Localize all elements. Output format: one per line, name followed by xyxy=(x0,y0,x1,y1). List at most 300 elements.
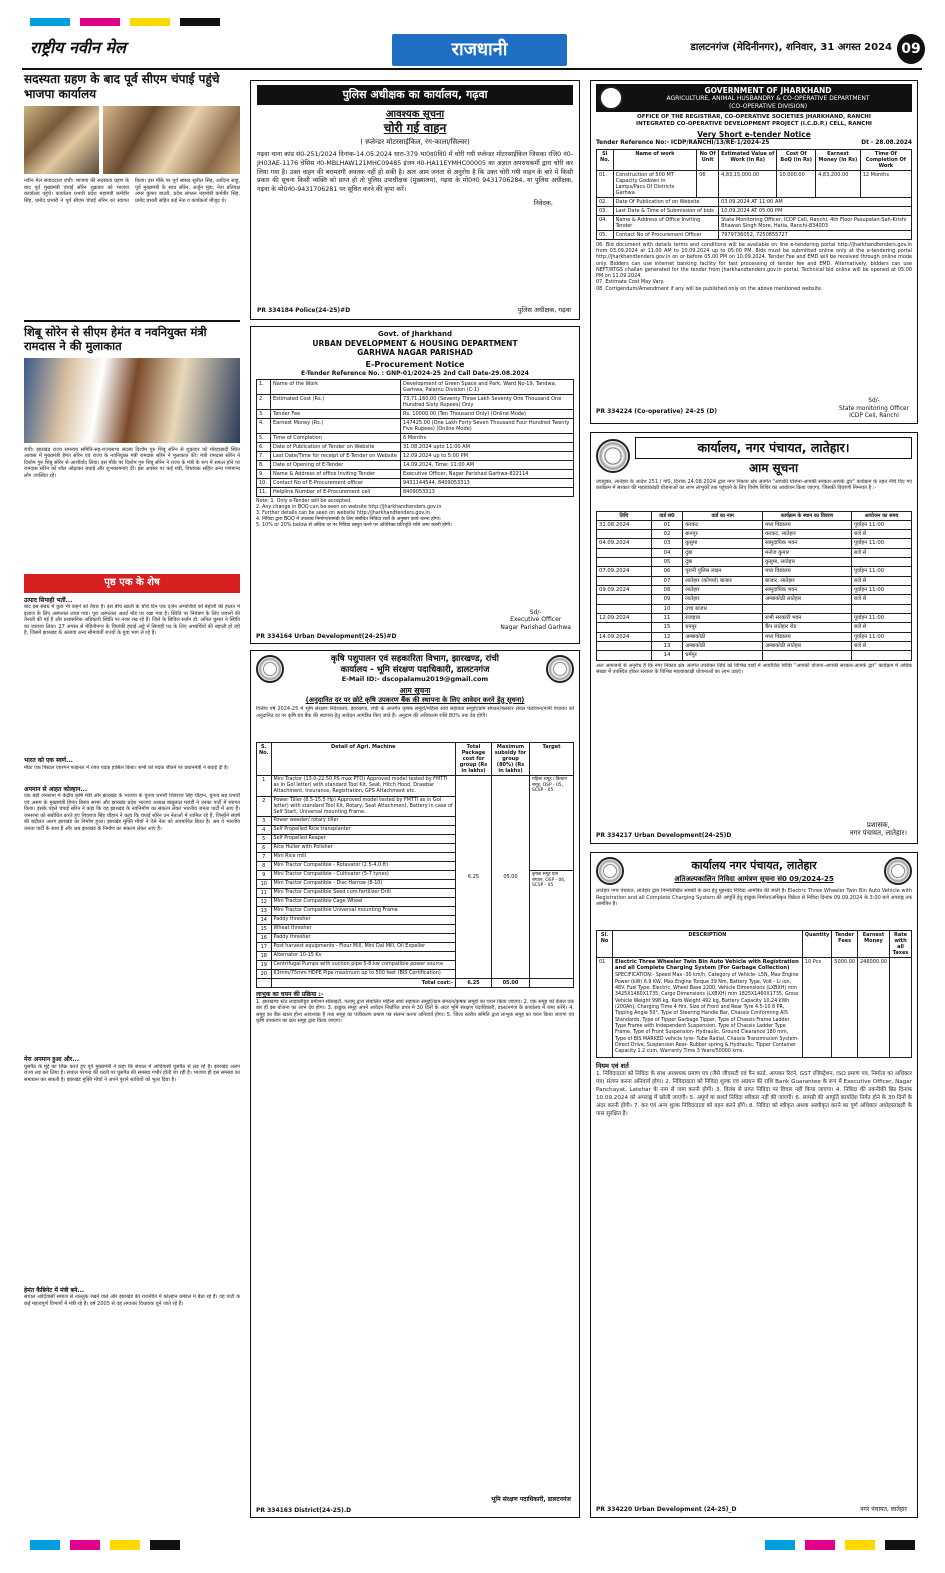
coop-row-value: State Monitoring Officer, ICDP Cell, Ranchi, 4th Floor Pasupalan-Sah-Krishi Bhawan Singh More, Hatia, Ranchi-834003 xyxy=(719,215,912,230)
udhd-note: 2. Any change in BOQ can be seen on website http://jharkhandtenders.gov.in xyxy=(256,504,442,510)
nagar-cell: पूर्वाहन 11:00 xyxy=(852,614,912,623)
krishi-item: Mini Tractor (13.0-22.50 PS max PTO) Approved model tested by FMTTI as in GoI letter) with standard Tool Kit, Seat, Hitch Hood, Drawbar Attachment, Insurance, Registration, GPS Attachment etc. xyxy=(271,776,455,797)
nagar-row xyxy=(597,623,912,632)
krishi-left-seal xyxy=(256,655,284,683)
udhd-note: 3. Further details can be seen on website http://jharkhandtenders.gov.in xyxy=(256,510,430,516)
ad-tender-notice xyxy=(590,852,918,1518)
story2-headline: शिबू सोरेन से सीएम हेमंत व नवनियुक्त मंत्री रामदास ने की मुलाकात xyxy=(24,325,207,354)
udhd-row-no: 11. xyxy=(257,488,271,497)
coop-work-cell: 4,83,200.00 xyxy=(816,170,861,197)
story2-body: रांची। झारखंड राज्य समन्वय समिति-सह-राज्यसभा सदस्य दिशोम गुरु शिबू सोरेन से शुक्रवार को मोरहाबादी स्थित आवास में मुख्यमंत्री हेमंत सोरेन एवं राज्य के नवनियुक्त मंत्री रामदास सोरेन ने मुलाकात की। मंत्री रामदास सोरेन ने दिशोम गुरु शिबू सोरेन से आशीर्वाद लिया। इस मौके पर दिशोम गुरु शिबू सोरेन ने राज्य के मंत्री के रूप में सफल होने पर रामदास सोरेन को शॉल ओढ़ाकर बधाई और शुभकामनाएं दीं। इस अवसर पर कई मंत्री, विधायक सहित अन्य गणमान्य लोग उपस्थित रहे। xyxy=(24,446,240,479)
nagar-cell: बजे से xyxy=(852,529,912,538)
nagar-row xyxy=(597,558,912,567)
tender-rate xyxy=(890,958,912,1058)
nagar-cell: 07 xyxy=(651,576,683,585)
tender-emd: 246000.00 xyxy=(857,958,889,1058)
coop-work-cell: 10,000.00 xyxy=(777,170,816,197)
nagar-row xyxy=(597,548,912,557)
nagar-cell: पूर्वाहन 11:00 xyxy=(852,632,912,641)
nagar-row xyxy=(597,604,912,613)
nagar-cell: सभी सरकारी भवन xyxy=(763,614,852,623)
udhd-row xyxy=(257,380,574,395)
nagar-header-cell: कार्यक्रम के स्थान का विवरण xyxy=(763,511,852,520)
udhd-signer-title: Executive Officer xyxy=(510,616,562,623)
nagar-cell: कैंप लातेहार रोड xyxy=(763,623,852,632)
story2-photo xyxy=(24,358,240,443)
coop-work-cell: 06 xyxy=(697,170,719,197)
tender-header-cell: Earnest Money xyxy=(857,931,889,958)
coop-dept: AGRICULTURE, ANIMAL HUSBANDRY & CO-OPERATIVE DEPARTMENT xyxy=(666,95,870,103)
coop-signer-office: ICDP Cell, Ranchi xyxy=(849,412,899,419)
udhd-row-label: Date of Opening of E-Tender xyxy=(271,461,401,470)
nagar-cell xyxy=(597,548,652,557)
nagar-cell: कुसुमा, लातेहार xyxy=(763,558,852,567)
krishi-dept: कृषि पशुपालन एवं सहकारिता विभाग, झारखण्ड, रांची xyxy=(331,654,499,664)
krishi-intro: वित्तीय वर्ष 2024-25 में भूमि संरक्षण निदेशालय, झारखण्ड, रांची के अन्तर्गत कृषक समूहों/महिला स्वयं सहायता समूहों/ग्राम संगठन/क्लस्टर लेवल फेडरेशन/पानी पंचायत को अनुदानित दर पर कृषि यंत्र बैंक की स्थापना हेतु आवेदन आमंत्रित किए जाते हैं। अनुदान की अधिकतम राशि 80% तक देय होगी। xyxy=(256,706,574,719)
udhd-row-no: 6. xyxy=(257,443,271,452)
krishi-item: Mini Tractor Compatible - Disc Harrow (8-10) xyxy=(271,880,455,889)
nagar-row xyxy=(597,642,912,651)
udhd-ref: E-Tender Reference No. : GNP-01/2024-25 2nd Call Date-29.08.2024 xyxy=(301,369,529,377)
nagar-cell: 12 xyxy=(651,632,683,641)
nagar-cell: पुरानी पुलिस लाइन xyxy=(683,567,763,576)
krishi-subsidy: 05.00 xyxy=(492,776,530,979)
tender-header-cell: Quantity xyxy=(802,931,832,958)
coop-row xyxy=(597,197,912,206)
continued-body2: मीठा एक पिस्टल एयरगन फाइनल में रजत पदक हासिल किया। सभी को पदक जीतने पर प्रधानमंत्री ने बधाई दी है। xyxy=(24,764,229,771)
coop-office: OFFICE OF THE REGISTRAR, CO-OPERATIVE SOCIETIES JHARKHAND, RANCHI xyxy=(637,114,871,121)
krishi-row-no: 19 xyxy=(257,961,272,970)
story1-photo-wide xyxy=(103,106,240,174)
udhd-row-value: Rs. 10000.00 (Ten Thousand Only) (Online Mode) xyxy=(401,410,574,419)
nagar-cell: 10 xyxy=(651,604,683,613)
nagar-body: उपायुक्त, लातेहार के आदेश 251 / गो0, दिनांक 24.08.2024 द्वारा नगर निकाय क्षेत्र अंतर्गत "आपकी योजना-आपकी सरकार-आपके द्वार" कार्यक्रम के तहत नीचे दिए गए कार्यक्रम में सरकार की महत्वाकांक्षी योजनाओं का लाभ लाभुकों तक पहुंचाने के लिए विशेष शिविर का आयोजन किया जाएगा, जिसकी विवरणी निम्नवत है :- xyxy=(596,478,912,492)
nagar-cell: 14.09.2024 xyxy=(597,632,652,641)
coop-row-no: 05. xyxy=(597,230,614,239)
tender-header-cell: Sl. No xyxy=(597,931,613,958)
tender-table xyxy=(596,930,912,1058)
udhd-row xyxy=(257,443,574,452)
udhd-pr: PR 334164 Urban Development(24-25)#D xyxy=(256,632,397,640)
tender-terms: 1. निविदादाता को निविदा के साथ आवश्यक प्रमाण पत्र (जैसे जीएसटी एवं पैन कार्ड, आयकर रिटर्न, GST रजिस्ट्रेशन, ISO प्रमाण पत्र, निर्माता का अधिकार पत्र) संलग्न करना अनिवार्य होगा। 2. निविदादाता को निविदा शुल्क एवं अग्रधन की राशि Bank Guarantee के रूप में Executive Officer, Nagar Panchayat, Latehar के नाम से जमा करनी होगी। 3. विलंब से प्राप्त निविदा पर विचार नहीं किया जाएगा। 4. निविदा की तकनीकी बिड दिनांक 10.09.2024 को अपराह्न में खोली जाएगी। 5. अपूर्ण या सशर्त निविदा स्वीकार नहीं की जाएगी। 6. सामग्री की आपूर्ति कार्यादेश निर्गत होने के 30 दिनों के अंदर करनी होगी। 7. कर एवं अन्य शुल्क निविदादाता को वहन करने होंगे। 8. निविदा को स्वीकृत अथवा अस्वीकृत करने का पूर्ण अधिकार अधोहस्ताक्षरी के पास सुरक्षित है। xyxy=(596,1070,912,1118)
udhd-row-value: 9431144544, 8409053313 xyxy=(401,479,574,488)
krishi-item: Post harvest equipments - Flour Mill, Mini Dal Mill, Oil Expeller xyxy=(271,943,455,952)
krishi-row-no: 8 xyxy=(257,862,272,871)
udhd-row xyxy=(257,461,574,470)
krishi-total-blank xyxy=(257,979,272,988)
krishi-item: 63mm/75mm HDPE Pipe maximum up to 500 feet (BIS Certification) xyxy=(271,970,455,979)
krishi-item: Self Propelled Reaper xyxy=(271,835,455,844)
udhd-signer-sd: Sd/- xyxy=(529,608,542,616)
continued-body5: संथाल आदिवासी समाज से ताल्लुक रखने वाले और झारखंड की राजनीति में कोल्हान प्रमंडल में बैठा रहे हैं। वह पार्टी के कई महत्वपूर्ण विभागों में मंत्री रहे हैं। वर्ष 2005 से वह लगातार विधायक चुने जाते रहे हैं। xyxy=(24,1294,240,1307)
coop-header-cell: Earnest Money (in Rs) xyxy=(816,149,861,170)
continued-sub1: उत्पाद सिपाही भर्ती... xyxy=(24,596,73,604)
udhd-row-label: Time of Completion xyxy=(271,434,401,443)
udhd-row-label: Contact No of E-Procurement officer xyxy=(271,479,401,488)
tender-terms-title: नियम एवं शर्त xyxy=(596,1061,629,1070)
coop-row xyxy=(597,215,912,230)
coop-work-cell: 12 Months xyxy=(860,170,911,197)
nagar-cell: 04.09.2024 xyxy=(597,539,652,548)
udhd-row xyxy=(257,434,574,443)
udhd-office: GARHWA NAGAR PARISHAD xyxy=(357,348,473,358)
krishi-row-no: 5 xyxy=(257,835,272,844)
coop-row-no: 03. xyxy=(597,206,614,215)
coop-row-value: 03.09.2024 AT 11:00 AM xyxy=(719,197,912,206)
nagar-row xyxy=(597,529,912,538)
coop-row xyxy=(597,206,912,215)
coop-row xyxy=(597,230,912,239)
coop-seal xyxy=(599,86,623,110)
story-shibu xyxy=(24,320,240,560)
nagar-cell xyxy=(597,558,652,567)
nagar-cell: अम्बाकोठी लातेहार xyxy=(763,642,852,651)
krishi-total-label: Total cost:- xyxy=(271,979,455,988)
coop-row-label: Date Of Publication of on Website xyxy=(613,197,718,206)
nagar-cell: मनोज कुमार xyxy=(763,548,852,557)
nagar-row xyxy=(597,520,912,529)
krishi-package-cost: 6.25 xyxy=(456,776,492,979)
tender-row xyxy=(597,958,912,1058)
udhd-note: 4. निविदा द्वारा BOQ में उपलब्ध निर्माण/सामग्री के लिए संबंधित निविदा शर्तों के अनुसार कार्य करना होगा। xyxy=(256,516,441,522)
coop-row-value: 7979736052, 7250855727 xyxy=(719,230,912,239)
udhd-row-value: Development of Green Space and Park, Ward No-19, Tandwa, Garhwa, Palamu Division (C-1) xyxy=(401,380,574,395)
coop-title: Very Short e-tender Notice xyxy=(697,130,811,140)
nagar-cell xyxy=(597,576,652,585)
nagar-cell: मध्य विद्यालय xyxy=(763,567,852,576)
krishi-header-cell: Total Package cost for group (Rs in lakhs) xyxy=(456,743,492,776)
udhd-row-value: 8409053313 xyxy=(401,488,574,497)
nagar-title: आम सूचना xyxy=(748,460,799,475)
coop-row-label: Last Date & Time of Submission of bids xyxy=(613,206,718,215)
coop-govt: GOVERNMENT OF JHARKHAND xyxy=(704,86,832,95)
krishi-row-no: 10 xyxy=(257,880,272,889)
nagar-cell xyxy=(763,604,852,613)
udhd-row-label: Date of Publication of Tender on Website xyxy=(271,443,401,452)
story1-headline: सदस्यता ग्रहण के बाद पूर्व सीएम चंपाई पहुंचे भाजपा कार्यालय xyxy=(24,72,220,101)
coop-division: (CO-OPERATIVE DIVISION) xyxy=(728,102,808,110)
nagar-cell: कुसुमा xyxy=(683,539,763,548)
nagar-cell: दुंबा xyxy=(683,558,763,567)
continued-body1: बाद इस संबंध में कुछ भी कहने को तैयार हैं। इस बीच खाली के चौथे दिन एक दर्जन अभ्यर्थियों को बेहोशी की हालत में इलाज के लिए अस्पताल लाया गया। पूरा अस्पताल अलर्ट मोड पर रखा गया है। स्थिति पर नियंत्रण के लिए जवानों की तैनाती की गई है और प्रशासनिक अधिकारी स्थिति पर नजर रख रहे हैं। जिले के सिविल सर्जन डॉ. अनिल कुमार ने स्थिति का जायजा लिया। 27 अगस्त से मेडिनीनगर के चियांकी हवाई अड्डे में सिपाही पद के लिए अभ्यर्थियों की बहाली हो रही है, जिसमें झारखंड के अलावा अन्य सीमावर्ती राज्यों के युवा भाग ले रहे हैं। xyxy=(24,604,240,636)
krishi-row-no: 6 xyxy=(257,844,272,853)
krishi-row-no: 15 xyxy=(257,925,272,934)
continued-sub3: अपमान से आहत कोल्हान... xyxy=(24,785,88,793)
nagar-cell: 04 xyxy=(651,548,683,557)
nagar-pr: PR 334217 Urban Development(24-25)D xyxy=(596,831,732,839)
police-subtitle: चोरी गई वाहन xyxy=(383,121,447,136)
krishi-total-subsidy: 05.00 xyxy=(492,979,530,988)
nagar-cell xyxy=(852,651,912,660)
udhd-row-label: Helpline Number of E-Procurement cell xyxy=(271,488,401,497)
krishi-item: Power Tiller (8.5-15.5 Hp) Approved model tested by FMTTI as in GoI letter) with standard Tool Kit, Rotary, Seat Attachment, Battery in case of Self Start, Universal mounting Frame. xyxy=(271,796,455,817)
nagar-row xyxy=(597,595,912,604)
nagar-row xyxy=(597,586,912,595)
krishi-item: Mini Tractor Compatible Universal mounting Frame xyxy=(271,907,455,916)
nagar-cell: उच्च बाजार xyxy=(683,604,763,613)
udhd-row xyxy=(257,419,574,434)
nagar-signer xyxy=(850,821,907,839)
krishi-header-cell: Maximum subsidy for group (80%) (Rs in lakhs) xyxy=(492,743,530,776)
coop-pr: PR 334224 (Co-operative) 24-25 (D) xyxy=(596,407,717,415)
tender-item-title: Electric Three Wheeler Twin Bin Auto Vehicle with Registration and all Complete Charging System (For Garbage Collection) xyxy=(615,959,799,972)
krishi-email: E-Mail ID:- dscopalamu2019@gmail.com xyxy=(341,675,489,684)
krishi-row-no: 20 xyxy=(257,970,272,979)
continued-section xyxy=(24,574,240,1519)
coop-work-cell: 4,83,15,000.00 xyxy=(719,170,777,197)
story1-body: नवीन मेल संवाददाता रांची। भाजपा की सदस्यता ग्रहण के बाद पूर्व मुख्यमंत्री चंपाई सोरेन शुक्रवार को भाजपा कार्यालय पहुंचे। कार्यालय प्रभारी प्रदेश महामंत्री कर्मवीर सिंह, प्रमोद प्रभारी ने पूर्व सीएम चंपाई सोरेन का स्वागत किया। इस मौके पर पूर्व सांसद सुनील सिंह, आदित्य साहू, पूर्व मुख्यमंत्री के साथ सोरेन, अर्जुन मुंडा, नेता प्रतिपक्ष अमर कुमार बाउरी, प्रदेश संगठन महामंत्री कर्मवीर सिंह, प्रमोद प्रभारी सहित कई नेता व कार्यकर्ता मौजूद थे। xyxy=(24,178,240,204)
krishi-row xyxy=(257,776,574,797)
coop-row-label: Contact No of Procurement Officer xyxy=(613,230,718,239)
police-office: पुलिस अधीक्षक का कार्यालय, गढ़वा xyxy=(257,85,573,105)
tender-signer: नगर पंचायत, लातेहार xyxy=(860,1505,907,1513)
tender-fee: 5000.00 xyxy=(832,958,858,1058)
bottom-registration-strip xyxy=(30,1540,915,1550)
nagar-cell: सामुदायिक भवन xyxy=(763,586,852,595)
krishi-total-row xyxy=(257,979,574,988)
nagar-cell: बजे से xyxy=(852,623,912,632)
nagar-header-cell: वार्ड का नाम xyxy=(683,511,763,520)
coop-work-row xyxy=(597,170,912,197)
udhd-row-label: Name of the Work xyxy=(271,380,401,395)
coop-note: 07. Estimate Cost May Vary. xyxy=(596,279,665,286)
nagar-cell: दुंबा xyxy=(683,548,763,557)
udhd-row-value: Executive Officer, Nagar Parishad Garhwa-822114 xyxy=(401,470,574,479)
tender-item-spec: SPECIFICATION:- Speed Max -30 km/h, Category of Vehicle- L5N, Max Engine Power (kW) 6.9 KW, Max Engine Torque 39 Nm, Battery Type, Volt - Li ion, 48V. Fuel Type: Electric, Wheel Base 2200, Vehicle Dimensions (LXBXH) mm 3425X1460X1735, Cargo Dimensions (LXBXH) mm 1825X1460X1735, Gross Vehicle Weight 998 kg, Kerb Weight 492 kg, Battery Capacity 10.24 kWh (200Ah), Charging Time 4 Hrs, Size of Front and Rear Tyre 4.5-10 8 PR, Tipping Angle 50°, Type of Steering Handle Bar, Chassis Conforming AIS Standards, Type of Tipper Garbage Tipper, Type of Chassis Frame Ladder Type Frame with Independent Suspension, Type of Chassis Ladder Type Frame, Type of Front Suspension- Hydraulic, Ground Clearance 180 mm, Type of BIS MARKED vehicle tyre- Tube Radial, Chassis Transmission System- Direct Drive, Suspension Rear- Rubber spring & Hydraulic, Tipper Container Capacity 1.2 cum, Warranty Time 3 Years/50000 kms. xyxy=(615,973,799,1055)
krishi-row-no: 1 xyxy=(257,776,272,797)
udhd-row-value: 147425.00 (One Lakh Forty Seven Thousand Four Hundred Twenty Five Rupees) (Online Mode) xyxy=(401,419,574,434)
coop-note: 08. Corrigendum/Amendment if any will be published only on the above mentioned website. xyxy=(596,285,823,292)
tender-office: कार्यालय नगर पंचायत, लातेहार xyxy=(691,858,817,872)
krishi-terms-title: लाभुक का चयन की प्रक्रिया :- xyxy=(256,991,324,999)
nagar-cell xyxy=(597,595,652,604)
police-body: गढ़वा थाना कांड सं0-251/2024 दिनांक-14.05.2024 धारा-379 भा0द0वि0 में चोरी गयी स्प्लेन्डर मोटरसाईकिल जिसका रजि0 नं0- JH03AE-1176 चेसिस नं0-MBLHAW121MHC09485 इंजन नं0-HA11EYMHC00005 का अज्ञात अपराधकर्मी द्वारा चोरी कर लिया गया है। उक्त वाहन की बरामदगी अवतक नहीं हो सकी है। अतः आम जनता से अनुरोध है कि उक्त चोरी गयी वाहन के बारे में किसी प्रकार की सूचना किसी व्यक्ति को प्राप्त हो तो पुलिस उपाधीक्षक (मुख्यालय), गढ़वा के मो0नं0 9431706284, या पुलिस अधीक्षक, गढ़वा के मो0नं0-9431706281 पर सूचित करने की कृपा करें। xyxy=(257,151,573,194)
masthead xyxy=(22,30,922,70)
nagar-cell: बानपुर xyxy=(683,529,763,538)
udhd-notes xyxy=(256,499,574,529)
udhd-row xyxy=(257,395,574,410)
tender-qty: 10 Pcs xyxy=(802,958,832,1058)
nagar-cell: 13 xyxy=(651,642,683,651)
krishi-header-cell: S. No. xyxy=(257,743,272,776)
coop-header-cell: Cost Of BoQ (in Rs) xyxy=(777,149,816,170)
udhd-row-no: 9. xyxy=(257,470,271,479)
udhd-note: 5. 10% or 20% below से अधिक दर पर निविदा प्रस्तुत करने पर अतिरिक्त प्रतिभूति राशि जमा करनी होगी। xyxy=(256,522,452,528)
krishi-item: Mini Tractor Compatible Seed cum fertilizer Drill xyxy=(271,889,455,898)
nagar-office: कार्यालय, नगर पंचायत, लातेहार। xyxy=(635,437,912,459)
krishi-header-cell: Target xyxy=(530,743,574,776)
nagar-cell: 07.09.2024 xyxy=(597,567,652,576)
coop-ref: Tender Reference No:- ICDP/RANCHI/13/RE-1/2024-25 xyxy=(596,139,770,146)
tender-pr: PR 334220 Urban Development (24-25)_D xyxy=(596,1505,737,1513)
nagar-header-cell: वार्ड सं0 xyxy=(651,511,683,520)
krishi-row-no: 18 xyxy=(257,952,272,961)
nagar-cell: करकट xyxy=(683,520,763,529)
udhd-row-label: Earnest Money (Rs.) xyxy=(271,419,401,434)
nagar-cell: बजे से xyxy=(852,642,912,651)
continued-sub5: हेमंत कैबिनेट में मंत्री बने... xyxy=(24,1286,85,1294)
nagar-cell: 03 xyxy=(651,539,683,548)
continued-sub4: मेरा अपमान हुआ और... xyxy=(24,1056,80,1063)
ad-cooperative-tender xyxy=(590,80,918,424)
krishi-row-no: 11 xyxy=(257,889,272,898)
krishi-total-cost: 6.25 xyxy=(456,979,492,988)
nagar-cell: मध्य विद्यालय xyxy=(763,520,852,529)
udhd-row-label: Tender Fee xyxy=(271,410,401,419)
police-vehicle: ( स्प्लेन्डर मोटरसाईकिल, रंग-काला/सिल्वर) xyxy=(360,138,470,147)
krishi-item: Self Propelled Rice transplanter xyxy=(271,826,455,835)
coop-header-cell: Sl No. xyxy=(597,149,614,170)
story-chinpai xyxy=(24,72,240,312)
krishi-table xyxy=(256,742,574,988)
udhd-table xyxy=(256,379,574,497)
nagar-cell: बजे से xyxy=(852,576,912,585)
nagar-cell xyxy=(597,529,652,538)
nagar-cell: अम्बाकोठी xyxy=(683,642,763,651)
nagar-signer-title: प्रशासक, xyxy=(866,820,890,829)
nagar-cell: लातेहार (कोपर्या) बाजार xyxy=(683,576,763,585)
krishi-row-no: 7 xyxy=(257,853,272,862)
coop-header-cell: Time Of Completion Of Work xyxy=(860,149,911,170)
udhd-row-no: 7. xyxy=(257,452,271,461)
krishi-item: Wheat thresher xyxy=(271,925,455,934)
nagar-cell: सामुदायिक भवन xyxy=(763,539,852,548)
udhd-row xyxy=(257,488,574,497)
krishi-item: Rice Huller with Polisher xyxy=(271,844,455,853)
nagar-cell xyxy=(597,642,652,651)
continued-banner: पृष्ठ एक के शेष xyxy=(24,574,240,593)
nagar-cell: अम्बाकोठी लातेहार xyxy=(763,595,852,604)
udhd-row-label: Last Date/Time for receipt of E-Tender on Website xyxy=(271,452,401,461)
udhd-row xyxy=(257,479,574,488)
krishi-row-no: 4 xyxy=(257,826,272,835)
udhd-signer-office: Nagar Parishad Garhwa xyxy=(500,623,571,631)
krishi-row-no: 16 xyxy=(257,934,272,943)
coop-row-value: 10.09.2024 AT 05:00 PM xyxy=(719,206,912,215)
story1-photo xyxy=(24,106,99,174)
udhd-row-value: 6 Months xyxy=(401,434,574,443)
nagar-cell: 09.09.2024 xyxy=(597,586,652,595)
udhd-row-label: Estimated Cost (Rs.) xyxy=(271,395,401,410)
krishi-item: Alternator 10-15 Kv xyxy=(271,952,455,961)
krishi-subtitle: (अनुदानित दर पर छोटे कृषि उपकरण बैंक की स्थापना के लिए आवेदन करने हेतु सूचना) xyxy=(305,695,525,704)
udhd-row-no: 5. xyxy=(257,434,271,443)
udhd-row-no: 8. xyxy=(257,461,271,470)
police-title: आवश्यक सूचना xyxy=(385,108,445,120)
nagar-header-cell: तिथि xyxy=(597,511,652,520)
nagar-cell xyxy=(597,623,652,632)
continued-body3: एक बड़ी जनसभा में केंद्रीय कृषि मंत्री और झारखंड के भाजपा के चुनाव प्रभारी शिवराज सिंह चौहान, चुनाव सह प्रभारी एवं असम के मुख्यमंत्री हिमंत बिस्वा सरमा और झारखंड प्रदेश भाजपा अध्यक्ष बाबूलाल मरांडी ने उनका पार्टी में स्वागत किया। इसके पहले चंपाई सोरेन ने कहा कि वह झारखंड के नवनिर्माण का संकल्प लेकर भारतीय जनता पार्टी में आए हैं। जनसभा को संबोधित करते हुए शिवराज सिंह चौहान ने कहा कि चंपाई सोरेन उन नेताओं में शामिल रहे हैं, जिन्होंने संघर्ष की बदौलत अलग झारखंड का निर्माण हुआ। झारखंड मुक्ति मोर्चा ने ऐसे नेता को अपमानित किया है। अब वे भारतीय जनता पार्टी के साथ हैं और अब झारखंड के निर्माण का संकल्प लेकर आए हैं। xyxy=(24,793,240,832)
udhd-row xyxy=(257,452,574,461)
udhd-row-no: 3. xyxy=(257,410,271,419)
udhd-signer xyxy=(500,609,571,632)
section-label: राजधानी xyxy=(392,34,567,66)
krishi-row-no: 3 xyxy=(257,817,272,826)
nagar-cell: लातेहार xyxy=(683,595,763,604)
police-signoff: निवेदक, xyxy=(533,199,553,208)
nagar-cell: लातेहार xyxy=(683,586,763,595)
nagar-seal xyxy=(596,439,630,473)
udhd-row-label: Name & Address of office Inviting Tender xyxy=(271,470,401,479)
udhd-row-value: 73,71,160.00 (Seventy Three Lakh Seventy One Thousand One Hundred Sixty Rupees) Only xyxy=(401,395,574,410)
nagar-cell: पूर्वाहन 11:00 xyxy=(852,539,912,548)
continued-sub2: भारत को एक स्वर्ण... xyxy=(24,757,73,764)
nagar-cell: राजहारा xyxy=(683,614,763,623)
nagar-cell: 06 xyxy=(651,567,683,576)
tender-header-cell: Rate with all Taxes xyxy=(890,931,912,958)
krishi-row-no: 9 xyxy=(257,871,272,880)
coop-signer xyxy=(839,398,909,420)
krishi-item: Mini Tractor Compatible - Cultivator (5-7 tynes) xyxy=(271,871,455,880)
udhd-govt: Govt. of Jharkhand xyxy=(378,330,452,338)
ad-police-notice xyxy=(250,80,580,320)
nagar-cell: 15 xyxy=(651,623,683,632)
udhd-row-no: 1. xyxy=(257,380,271,395)
krishi-target-b: कृषक समूह ग्राम संगठन, OSP - 06, SCSP - 05 xyxy=(530,871,574,979)
ad-urban-development xyxy=(250,326,580,644)
nagar-row xyxy=(597,539,912,548)
nagar-table xyxy=(596,511,912,661)
coop-table xyxy=(596,149,912,240)
udhd-row-no: 2. xyxy=(257,395,271,410)
krishi-signer: भूमि संरक्षण पदाधिकारी, डालटनगंज xyxy=(491,1495,571,1503)
krishi-item: Paddy thresher xyxy=(271,916,455,925)
nagar-cell xyxy=(852,558,912,567)
udhd-row-value: 31.08.2024 upto 11:00 AM xyxy=(401,443,574,452)
nagar-cell: बजे से xyxy=(852,548,912,557)
page-number: 09 xyxy=(897,34,925,64)
coop-row-label: Name & Address of Office Inviting Tender xyxy=(613,215,718,230)
nagar-cell: धनपुर xyxy=(683,623,763,632)
nagar-cell: 31.08.2024 xyxy=(597,520,652,529)
tender-item-no: 01 xyxy=(597,958,613,1058)
tender-title: अतिअल्पकालिन निविदा आमंत्रण सूचना सं0 09/2024-25 xyxy=(674,874,834,883)
tender-right-seal xyxy=(884,857,912,885)
continued-body4: घुसपैठ के मुद्दे का जिक्र करते हुए पूर्व मुख्यमंत्री ने कहा कि संथाल में आदिवासी घुसपैठ से लड़ रहे हैं। झारखंड अलग राज्य लड़ कर लिया है। संथाल परगना की धरती पर घुसपैठ की समस्या गंभीर होती जा रही है। भाजपा ही इस समस्या का समाधान कर सकती है। झारखंड मुक्ति मोर्चा ने अपने पुराने साथियों को भुला दिया है। xyxy=(24,1063,240,1083)
coop-project: INTEGRATED CO-OPERATIVE DEVELOPMENT PROJECT (I.C.D.P.) CELL, RANCHI xyxy=(636,121,872,128)
nagar-cell: अम्बाकोठी xyxy=(683,632,763,641)
coop-note: 06. Bid document with details terms and conditions will be available on line e-tendering portal http://jharkhandtenders.gov.in from 03.09.2024 at 11.00 AM to 10.09.2024 up to 05:00 PM. Bids must be submitted online only at the e-tendering portal http://jharkhandtenders.gov.in on or before 05.00 PM on 10.09.2024. Tender Fee and EMD will be received through online mode only. Bidders can use internet banking facility for fast processing of tender fee and EMD. Alternatively, bidders can use NEFT/RTGS challan generated for the tender from jharkhandtenders.gov.in portal. Technical bid online will be opened at 05:00 PM on 11.09.2024. xyxy=(596,241,912,280)
nagar-cell: बाजार, लातेहार xyxy=(763,576,852,585)
nagar-cell: करकट, लातेहार xyxy=(763,529,852,538)
krishi-item: Centrifugal Pumps with suction pipe 5-8 kw compatible power source xyxy=(271,961,455,970)
nagar-signer-office: नगर पंचायत, लातेहार। xyxy=(849,829,907,838)
paper-name: राष्ट्रीय नवीन मेल xyxy=(30,38,126,57)
top-registration-strip xyxy=(30,18,915,26)
coop-ref-date: Dt - 28.08.2024 xyxy=(861,139,912,146)
krishi-pr: PR 334163 District(24-25).D xyxy=(256,1506,352,1514)
udhd-title: E-Procurement Notice xyxy=(365,359,465,369)
coop-notes xyxy=(596,242,912,292)
ad-krishi-notice xyxy=(250,650,580,1518)
coop-signer-title: State monitoring Officer xyxy=(839,405,909,412)
krishi-target-a: महिला समूह / किसान समूह, OSP - 05, SCSP - 05 xyxy=(530,776,574,871)
udhd-row-no: 10. xyxy=(257,479,271,488)
krishi-total-target xyxy=(530,979,574,988)
coop-signer-sd: Sd/- xyxy=(868,398,880,405)
police-pr: PR 334184 Police(24-25)#D xyxy=(257,306,351,314)
krishi-terms: 1. झारखण्ड स्टेट लाइवलीहुड प्रमोशन सोसाइटी, पलामू द्वारा संचालित महिला स्वयं सहायता समूहों/ग्राम संगठन/कृषक समूहों का चयन किया जाएगा। 2. एक समूह को केवल एक बार ही इस योजना का लाभ देय होगा। 3. इच्छुक समूह अपने आवेदन निर्धारित प्रपत्र में 30 दिनों के अंदर भूमि संरक्षण पदाधिकारी, डालटनगंज के कार्यालय में जमा करेंगे। 4. समूह का बैंक खाता होना आवश्यक है तथा समूह का पंजीकरण प्रमाण पत्र संलग्न करना अनिवार्य होगा। 5. जिला स्तरीय समिति द्वारा लाभुक समूह का चयन किया जाएगा एवं कृषि उपकरण का क्रय समूह द्वारा किया जाएगा। xyxy=(256,998,574,1025)
krishi-row-no: 14 xyxy=(257,916,272,925)
tender-header-cell: Tender Fees xyxy=(832,931,858,958)
nagar-cell: मध्य विद्यालय xyxy=(763,632,852,641)
tender-item-desc xyxy=(613,958,803,1058)
coop-header-cell: No Of Unit xyxy=(697,149,719,170)
nagar-cell: 12.09.2024 xyxy=(597,614,652,623)
krishi-row-no: 2 xyxy=(257,796,272,817)
nagar-cell: 09 xyxy=(651,595,683,604)
udhd-row xyxy=(257,470,574,479)
